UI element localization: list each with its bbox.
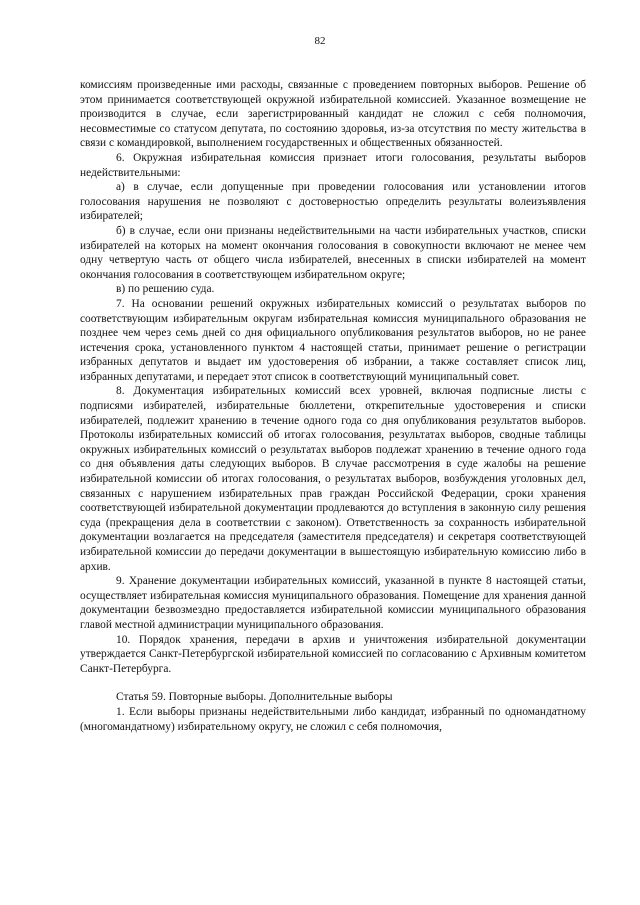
paragraph-subitem-b: б) в случае, если они признаны недействительными на части избирательных участков, списки избирателей на которых на момент окончания голосования в совокупности включают не менее чем одну четвертую часть от общего числа избирателей, внесенных в списки избирателей на момент окончания голосования в соответствующем избирательном округе; — [80, 224, 586, 281]
page-number: 82 — [314, 35, 326, 47]
article-heading: Статья 59. Повторные выборы. Дополнительные выборы — [116, 691, 393, 704]
paragraph-subitem-v: в) по решению суда. — [116, 283, 215, 296]
paragraph-continuation: комиссиям произведенные ими расходы, связанные с проведением повторных выборов. Решение об этом принимается соответствующей окружной избирательной комиссией. Указанное возмещение не производится в случае, если зарегистрированный кандидат не сложил с себя полномочия, несовместимые со статусом депутата, по состоянию здоровья, из-за отсутствия по месту жительства в связи с командировкой, выполнением государственных и общественных обязанностей. — [80, 79, 586, 150]
paragraph-item-10: 10. Порядок хранения, передачи в архив и уничтожения избирательной документации утверждается Санкт-Петербургской избирательной комиссией по согласованию с Архивным комитетом Санкт-Петербурга. — [80, 633, 586, 675]
paragraph-article-59-item-1: 1. Если выборы признаны недействительными либо кандидат, избранный по одномандатному (многомандатному) избирательному округу, не сложил с себя полномочия, — [80, 705, 586, 733]
paragraph-item-9: 9. Хранение документации избирательных комиссий, указанной в пункте 8 настоящей статьи, осуществляет избирательная комиссия муниципального образования. Помещение для хранения данной документации безвозмездно предоставляется избирательной комиссии муниципального образования главой местной администрации муниципального образования. — [80, 575, 586, 631]
paragraph-subitem-a: а) в случае, если допущенные при проведении голосования или установлении итогов голосования нарушения не позволяют с достоверностью определить результаты волеизъявления избирателей; — [80, 181, 586, 223]
document-body — [80, 78, 586, 734]
paragraph-item-7: 7. На основании решений окружных избирательных комиссий о результатах выборов по соответствующим избирательным округам избирательная комиссия муниципального образования не позднее чем через семь дней со дня официального опубликования результатов выборов, но не ранее истечения срока, установленного пунктом 4 настоящей статьи, принимает решение о регистрации избранных депутатов и выдает им удостоверения об избрании, а также составляет список лиц, избранных депутатами, и передает этот список в соответствующий муниципальный совет. — [80, 297, 586, 383]
paragraph-item-6: 6. Окружная избирательная комиссия признает итоги голосования, результаты выборов недействительными: — [80, 151, 586, 179]
paragraph-item-8: 8. Документация избирательных комиссий всех уровней, включая подписные листы с подписями избирателей, избирательные бюллетени, открепительные удостоверения и списки избирателей, подлежит хранению в течение одного года со дня опубликования результатов выборов. Протоколы избирательных комиссий об итогах голосования, результатах выборов, сводные таблицы окружных избирательных комиссий о результатах выборов подлежат хранению в течение одного года со дня объявления даты следующих выборов. В случае рассмотрения в суде жалобы на решение избирательной комиссии об итогах голосования, о результатах выборов, возбуждения уголовных дел, связанных с нарушением избирательных прав граждан Российской Федерации, сроки хранения соответствующей избирательной документации продлеваются до вступления в законную силу решения суда (прекращения дела в соответствии с законом). Ответственность за сохранность избирательной документации возлагается на председателя (заместителя председателя) и секретаря соответствующей избирательной комиссии до передачи документации в вышестоящую избирательную комиссию либо в архив. — [80, 385, 586, 573]
